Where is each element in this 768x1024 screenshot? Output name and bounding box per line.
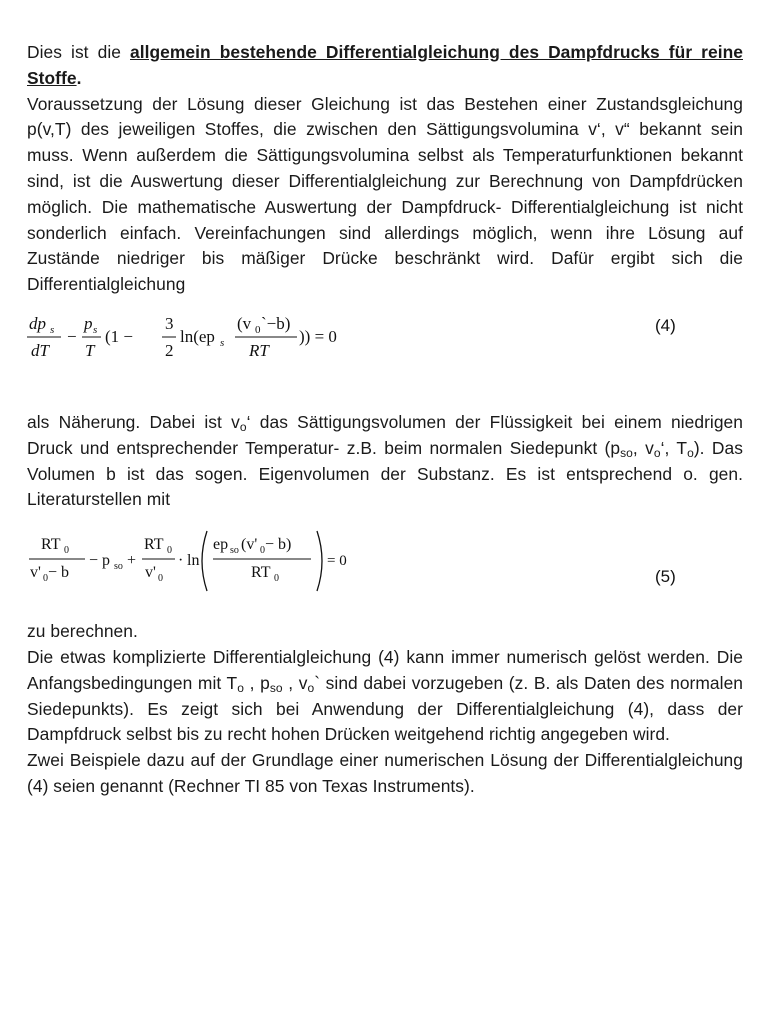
eq5-left-paren xyxy=(202,531,207,591)
para2-sub-1: o xyxy=(239,419,247,434)
equation-4-number: (4) xyxy=(655,315,676,335)
eq5-ln: ln xyxy=(187,552,200,570)
eq5-rt0-b-sub: 0 xyxy=(167,545,172,557)
para2-sub-2: so xyxy=(620,445,633,460)
eq5-rt0-c-sub: 0 xyxy=(274,573,279,585)
para2-text-2: ‘ das Sättigungsvolumen der Flüssigkeit bei einem niedrigen Druck und entsprechender Temperatur- z.B. beim normalen Siedepunkt (p xyxy=(27,411,743,458)
equation-5 xyxy=(27,527,743,619)
eq5-rt0-b: RT xyxy=(144,536,164,554)
paragraph-assumption: Voraussetzung der Lösung dieser Gleichung ist das Bestehen einer Zustandsgleichung p(v,T) des jeweiligen Stoffes, die zwischen den Sättigungsvolumina v‘, v“ bekannt sein muss. Wenn außerdem die Sättigungsvolumina selbst als Temperaturfunktionen bekannt sind, ist die Auswertung dieser Differentialgleichung zur Berechnung von Dampfdrücken möglich. Die mathematische Auswertung der Dampfdruck- Differentialgleichung ist nicht sonderlich einfach. Vereinfachungen sind allerdings möglich, wenn ihre Lösung auf Zustände niedriger bis mäßiger Drücke beschränkt wird. Dafür ergibt sich die Differentialgleichung xyxy=(27,93,743,295)
para2-text-1: als Näherung. Dabei ist v xyxy=(27,411,240,432)
eq5-v0-a-sub: 0 xyxy=(43,573,48,585)
eq5-equals-zero: = 0 xyxy=(327,553,347,570)
eq4-ps: p xyxy=(84,313,93,333)
para3-text-2: , p xyxy=(243,672,270,693)
intro-prefix: Dies ist die xyxy=(27,42,130,62)
eq5-right-paren xyxy=(317,531,322,591)
eq4-two: 2 xyxy=(165,340,174,360)
para3-sub-3: o xyxy=(307,680,315,695)
eq5-ep: ep xyxy=(213,536,229,554)
eq5-minus-b: − b xyxy=(48,564,70,582)
eq4-v0b-sub: 0 xyxy=(255,323,261,336)
para3-text-1: Die etwas komplizierte Differentialgleichung (4) kann immer numerisch gelöst werden. Die Anfangsbedingungen mit T xyxy=(27,646,743,693)
eq4-v0b: (v xyxy=(237,313,252,333)
eq5-v0-b: v' xyxy=(145,564,156,582)
eq5-v0-a: v' xyxy=(30,564,41,582)
equation-4-formula xyxy=(27,310,627,390)
eq4-T: T xyxy=(85,340,95,360)
eq4-open: (1 − xyxy=(105,326,133,346)
para2-text-3: , v xyxy=(632,437,654,458)
para3-sub-1: o xyxy=(237,680,244,695)
equation-4 xyxy=(27,310,743,410)
equation-5-formula xyxy=(27,527,627,607)
paragraph-numerical xyxy=(27,645,743,748)
paragraph-examples: Zwei Beispiele dazu auf der Grundlage einer numerischen Lösung der Differentialgleichung (4) seien genannt (Rechner TI 85 von Texas Instruments). xyxy=(27,750,743,796)
intro-paragraph xyxy=(27,40,743,92)
para3-text-4: ` sind dabei vorzugeben (z. B. als Daten des normalen Siedepunkts). Es zeigt sich bei Anwendung der Differentialgleichung (4), dass der Dampfdruck selbst bis zu recht hohen Drücken weitgehend richtig angegeben wird. xyxy=(27,672,744,745)
eq5-ps-sub: so xyxy=(114,561,123,573)
paragraph-approximation xyxy=(27,410,743,513)
eq4-minus: − xyxy=(67,326,77,346)
eq4-ln: ln(ep xyxy=(180,326,215,346)
eq4-RT: RT xyxy=(249,340,269,360)
para2-sub-4: o xyxy=(687,445,694,460)
eq4-ps-sub: s xyxy=(93,323,98,336)
eq4-ln-sub: s xyxy=(220,336,225,349)
para3-sub-2: so xyxy=(269,680,283,695)
eq5-dot: · xyxy=(178,552,184,570)
eq5-rt0-c: RT xyxy=(251,564,271,582)
para2-sub-3: o xyxy=(653,445,661,460)
eq4-bclose: `−b) xyxy=(261,313,291,333)
eq4-dps: dp xyxy=(29,313,46,333)
eq4-dT: dT xyxy=(31,340,49,360)
para2-text-4: ‘, T xyxy=(660,437,688,458)
paragraph-zu-berechnen: zu berechnen. xyxy=(27,621,138,642)
eq4-dps-sub: s xyxy=(50,323,55,336)
eq4-close: )) = 0 xyxy=(299,326,337,346)
eq5-minus-ps: − p xyxy=(89,552,111,570)
intro-suffix: . xyxy=(76,67,82,88)
eq5-num2-v0: (v' xyxy=(241,536,258,554)
intro-emphasis: allgemein bestehende Differentialgleichung des Dampfdrucks für reine Stoffe xyxy=(27,42,743,88)
eq5-num2-sub: 0 xyxy=(260,545,265,557)
para3-text-3: , v xyxy=(282,672,308,693)
para2-text-5: ). Das Volumen b ist das sogen. Eigenvolumen der Substanz. Es ist entsprechend o. gen. Literaturstellen mit xyxy=(27,437,743,510)
eq5-rt0-a-sub: 0 xyxy=(64,545,69,557)
eq5-v0-b-sub: 0 xyxy=(158,573,163,585)
eq5-rt0-a: RT xyxy=(41,536,61,554)
document-page xyxy=(27,40,743,800)
eq4-three: 3 xyxy=(165,313,174,333)
equation-5-number: (5) xyxy=(655,567,676,587)
eq5-ep-sub: so xyxy=(230,545,239,557)
eq5-num2-b: − b) xyxy=(265,536,292,554)
eq5-plus: + xyxy=(127,552,137,570)
